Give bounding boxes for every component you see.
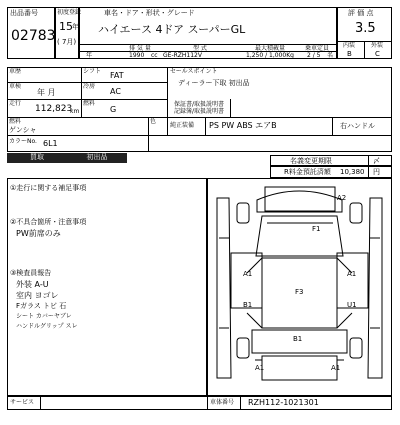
exterior-label: 外装 bbox=[371, 42, 384, 49]
damage-mark: A1 bbox=[331, 364, 341, 372]
capacity-label: 乗車定員 bbox=[305, 45, 330, 52]
chassis-number: RZH112-1021301 bbox=[248, 398, 319, 407]
load-value: 1,250 / 1,000Kg bbox=[246, 52, 294, 59]
running-notes-title: ①走行に関する補足事項 bbox=[10, 184, 87, 192]
wheel bbox=[350, 338, 362, 358]
service-label: サービス bbox=[10, 399, 35, 406]
footer-box bbox=[7, 396, 392, 410]
equipment-label: 純正装備 bbox=[170, 122, 195, 129]
model-label: 型 式 bbox=[193, 45, 207, 52]
inspector-line: Fガラス トビ 石 bbox=[16, 302, 67, 310]
registration-year: 15 bbox=[59, 20, 73, 33]
details-split-2 bbox=[167, 67, 168, 135]
car-name: ハイエース 4ドア スーパーGL bbox=[98, 23, 246, 36]
displacement-unit: cc bbox=[151, 52, 158, 59]
footer-split-3 bbox=[240, 396, 241, 410]
sales-points-value: ディーラー下取 初出品 bbox=[178, 79, 250, 87]
car-name-label: 車名・ドア・形状・グレード bbox=[104, 9, 195, 17]
recycle-value: 10,380 bbox=[340, 168, 365, 176]
details-split-4 bbox=[205, 117, 206, 135]
damage-mark: A1 bbox=[243, 270, 253, 278]
inspector-line: 室内 ヨゴレ bbox=[16, 291, 59, 300]
color-name-label: 色 bbox=[150, 118, 157, 125]
fuel-kana-value: ゲンシャ bbox=[9, 126, 37, 134]
shift-value: FAT bbox=[110, 71, 124, 80]
fuel-label: 燃料 bbox=[83, 100, 96, 107]
footer-split-1 bbox=[40, 396, 41, 410]
damage-mark: F1 bbox=[312, 225, 321, 233]
score-label: 評 価 点 bbox=[348, 9, 374, 17]
wheel bbox=[350, 203, 362, 223]
interior-label: 内装 bbox=[343, 42, 356, 49]
inspector-line: シート カバーヤブレ bbox=[16, 313, 72, 320]
registration-year-unit: 年 bbox=[72, 23, 79, 31]
interior-grade: B bbox=[347, 50, 352, 58]
left-side-outline bbox=[217, 198, 231, 378]
buy-badge: 買取 bbox=[7, 153, 67, 163]
displacement-value: 1990 bbox=[129, 52, 145, 59]
wheel bbox=[237, 338, 249, 358]
defect-notes-title: ②不具合箇所・注意事項 bbox=[10, 218, 87, 226]
score-split bbox=[364, 41, 365, 59]
fuel-kana-label: 燃料 bbox=[9, 118, 22, 125]
capacity-unit: 名 bbox=[327, 52, 334, 59]
displacement-label: 排 気 量 bbox=[129, 45, 151, 52]
inspector-line: ハンドルグリップ スレ bbox=[16, 323, 78, 330]
steering-side: 右ハンドル bbox=[340, 122, 375, 130]
damage-mark: U1 bbox=[347, 301, 357, 309]
defect-notes-text: PW前席のみ bbox=[16, 229, 61, 238]
right-side-panels bbox=[337, 253, 368, 308]
details-row-4 bbox=[7, 135, 392, 136]
ac-label: 冷房 bbox=[83, 83, 96, 90]
wheel bbox=[237, 203, 249, 223]
inspector-line: 外装 A-U bbox=[16, 280, 49, 289]
color-value: 6L1 bbox=[43, 139, 58, 148]
load-label: 最大積載量 bbox=[255, 45, 286, 52]
details-split-3 bbox=[230, 99, 231, 117]
hood-outline bbox=[256, 216, 343, 256]
recycle-label: R料金預託済額 bbox=[284, 168, 331, 176]
stock-label: 出品番号 bbox=[10, 9, 38, 17]
details-split-5 bbox=[332, 117, 333, 135]
transfer-label: 名義変更期限 bbox=[290, 157, 332, 165]
rear-bumper-view bbox=[262, 356, 337, 380]
right-side-outline bbox=[368, 198, 382, 378]
footer-split-2 bbox=[207, 396, 208, 410]
stock-number: 02783 bbox=[11, 28, 56, 44]
transfer-value: 〆 bbox=[373, 157, 380, 165]
chassis-label: 車体番号 bbox=[210, 399, 235, 406]
inspection-value: 年 月 bbox=[37, 88, 56, 97]
details-split-6 bbox=[148, 117, 149, 152]
damage-mark: F3 bbox=[295, 288, 304, 296]
damage-mark: A1 bbox=[347, 270, 357, 278]
docs-label: 保証書/取扱説明書 bbox=[174, 101, 225, 108]
score-value: 3.5 bbox=[355, 21, 376, 36]
damage-mark: A1 bbox=[255, 364, 265, 372]
damage-mark: B1 bbox=[243, 301, 253, 309]
mileage-value: 112,823 bbox=[35, 104, 73, 114]
registration-month: ( 7月) bbox=[57, 38, 77, 46]
inspector-report-title: ③検査員報告 bbox=[10, 269, 52, 277]
shift-label: シフト bbox=[83, 68, 102, 75]
equipment-value: PS PW ABS エアB bbox=[209, 121, 277, 130]
color-label: カラーNo. bbox=[9, 138, 37, 145]
header-divider bbox=[79, 44, 337, 45]
year-column-label: 年 bbox=[86, 52, 93, 59]
details-row-5 bbox=[167, 117, 392, 118]
front-outline bbox=[257, 191, 342, 212]
model-value: GE-RZH112V bbox=[163, 52, 202, 59]
inspection-label: 車検 bbox=[9, 83, 22, 90]
fuel-value: G bbox=[110, 105, 117, 114]
exterior-grade: C bbox=[375, 50, 380, 58]
damage-mark: A2 bbox=[337, 194, 347, 202]
body-label: 車歴 bbox=[9, 68, 22, 75]
details-split-1 bbox=[81, 67, 82, 117]
recycle-unit: 円 bbox=[373, 168, 380, 176]
first-listing-badge: 初出品 bbox=[67, 153, 127, 163]
capacity-value: 2 / 5 bbox=[307, 52, 321, 59]
header-divider-2 bbox=[79, 51, 337, 52]
details-row-3 bbox=[7, 117, 167, 118]
mileage-label: 走行 bbox=[9, 100, 22, 107]
damage-mark: B1 bbox=[293, 335, 303, 343]
sales-points-label: セールスポイント bbox=[170, 68, 218, 75]
ac-value: AC bbox=[110, 87, 121, 96]
mileage-unit: km bbox=[70, 108, 80, 115]
vehicle-damage-diagram bbox=[207, 178, 392, 396]
left-side-panels bbox=[231, 253, 262, 308]
registration-label: 初度登録 bbox=[57, 9, 82, 16]
docs-sub-label: 記録簿/取扱説明書 bbox=[174, 108, 225, 115]
